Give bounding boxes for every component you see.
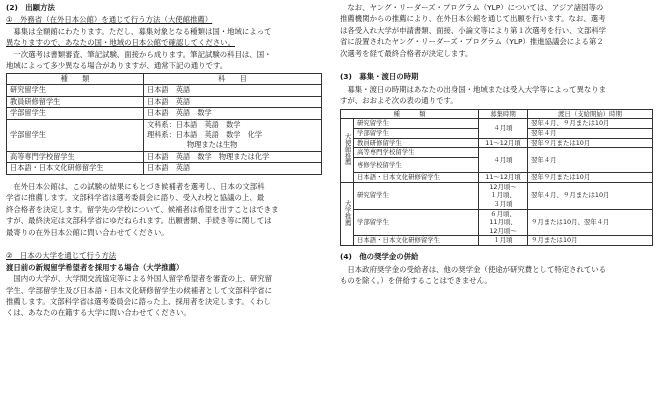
cell-kind: 専修学校留学生	[354, 157, 479, 172]
section-2-title: (2) 出願方法	[6, 3, 55, 12]
text-line: 推薦します。文部科学省は選考委員会に諮った上、採用者を決定します。くわし	[6, 296, 271, 306]
table-header-row	[7, 73, 322, 84]
cell-arrival: 翌年４月、９月または10月	[528, 182, 653, 209]
text-line: 最寄りの在外日本公館に問い合わせてください。	[6, 227, 169, 237]
section-4-title: (4) 他の奨学金の併給	[340, 252, 419, 262]
column-header-kind: 種 類	[7, 73, 144, 84]
column-header-kind: 種 類	[341, 109, 479, 119]
subjects-line: 文科系：日本語 英語 数学	[147, 119, 241, 129]
cell-arrival: ９月または10月、翌年４月	[528, 209, 653, 236]
table-row	[341, 209, 653, 236]
cell-period	[479, 209, 528, 236]
subjects-line: 物理または生物	[187, 140, 238, 150]
section-3-title: (3) 募集・渡日の時期	[340, 72, 419, 82]
cell-arrival: 翌年４月、９月または10月	[528, 119, 653, 129]
period-line: ３月頃	[493, 199, 513, 208]
text-line: 募集は全額館にわたります。ただし、募集対象となる種類は国・地域によって	[6, 26, 272, 36]
cell-arrival: ９月または10月	[528, 236, 653, 246]
paragraph-ylp	[340, 2, 653, 59]
paragraph-screening	[6, 49, 322, 72]
column-header-arrival: 渡日（支給開始）時期	[528, 109, 653, 119]
text-line: 在外日本公館は、この試験の結果にもとづき候補者を選考し、日本の文部科	[6, 181, 265, 191]
table-row	[341, 119, 653, 129]
text-line: 一次選考は書類審査、筆記試験、面接から成ります。筆記試験の科目は、国・	[6, 49, 272, 59]
cell-arrival: 翌年４月	[528, 129, 653, 139]
right-column	[340, 2, 653, 286]
table-row	[7, 108, 322, 119]
text-line: くは、あなたの在籍する大学に問い合わせてください。	[6, 308, 191, 318]
cell-period: ４月頃	[479, 148, 528, 173]
text-line: 日本政府奨学金の受給者は、他の奨学金（使途が研究費として特定されている	[340, 264, 607, 274]
text-line: 学生、学部留学生及び日本語・日本文化研修留学生の候補者として文部科学省に	[6, 285, 273, 295]
cell-arrival: 翌年４月	[528, 148, 653, 173]
table-row	[7, 96, 322, 107]
table-row	[7, 151, 322, 162]
cell-period	[479, 182, 528, 209]
table-row	[7, 163, 322, 174]
cell-period: 11～12月頃	[479, 138, 528, 148]
vertical-label: 大学推薦	[343, 199, 352, 226]
paragraph-other-scholarships	[340, 264, 653, 287]
cell-kind: 教員研修留学生	[7, 96, 144, 107]
cell-subjects: 日本語 英語 数学	[144, 108, 322, 119]
period-line: 12月頃～	[489, 226, 517, 235]
table-header-row	[341, 109, 653, 119]
table-row	[7, 119, 322, 151]
table-row	[341, 172, 653, 182]
column-header-subjects: 科 目	[144, 73, 322, 84]
text-line: すが、おおよそ次の表の通りです。	[340, 96, 458, 106]
paragraph-timing	[340, 84, 653, 107]
text-line: なお、ヤング・リーダーズ・プログラム（YLP）については、アジア諸国等の	[340, 3, 604, 12]
subjects-line: 理科系：日本語 英語 数学 化学	[147, 130, 263, 139]
text-line-underlined: 異なりますので、あなたの国・地域の日本公館で確認してください。	[6, 38, 235, 48]
cell-period: １月頃	[479, 236, 528, 246]
group-label-university	[341, 182, 354, 245]
paragraph-university	[6, 273, 322, 319]
cell-kind: 研究留学生	[354, 182, 479, 209]
period-line: １月頃、	[490, 191, 516, 200]
column-header-period: 募集時期	[479, 109, 528, 119]
paragraph-selection	[6, 181, 322, 238]
cell-kind: 高等専門学校留学生	[354, 148, 479, 158]
cell-kind: 高等専門学校留学生	[7, 151, 144, 162]
cell-subjects: 日本語 英語	[144, 163, 322, 174]
subsection-2-title: ② 日本の大学を通じて行う方法	[6, 251, 117, 261]
cell-kind: 学部留学生	[7, 119, 144, 151]
cell-arrival: 翌年９月または10月	[528, 172, 653, 182]
left-column	[6, 2, 322, 319]
cell-kind: 学部留学生	[354, 209, 479, 236]
cell-period: 11～12月頃	[479, 172, 528, 182]
cell-period: ４月頃	[479, 119, 528, 138]
cell-kind: 研究留学生	[7, 85, 144, 96]
vertical-label: 大使館推薦	[343, 133, 352, 166]
table-row	[341, 148, 653, 158]
text-line: 推薦機関からの推薦により、在外日本公館を通じて出願を行います。なお、選考	[340, 14, 606, 24]
period-line: 12月頃～	[489, 182, 517, 191]
cell-kind: 教員研修留学生	[354, 138, 479, 148]
text-line: 地域によって多少異なる場合がありますが、通常下記の通りです。	[6, 61, 228, 71]
cell-subjects: 日本語 英語 数学 物理または化学	[144, 151, 322, 162]
paragraph-recruitment	[6, 26, 322, 49]
cell-kind: 研究留学生	[354, 119, 479, 129]
cell-kind: 学部留学生	[354, 129, 479, 139]
text-line: 募集・渡日の時期はあなたの出身国・地域または受入大学等によって異なりま	[340, 84, 607, 94]
schedule-table	[340, 109, 653, 246]
cell-arrival: 翌年９月または10月	[528, 138, 653, 148]
cell-subjects: 日本語 英語	[144, 85, 322, 96]
period-line: 11月頃、	[489, 218, 517, 227]
period-line: ６月頃、	[490, 209, 516, 218]
text-line: 省に設置されたヤング・リーダーズ・プログラム（YLP）推進協議会による第２	[340, 37, 604, 47]
cell-kind: 日本語・日本文化研修留学生	[354, 236, 479, 246]
text-line: 終合格者を決定します。留学先の学校について、候補者は希望を出すことはできま	[6, 204, 279, 214]
cell-subjects: 日本語 英語	[144, 96, 322, 107]
text-line: ものを除く。）を併給することはできません。	[340, 276, 492, 286]
table-row	[341, 236, 653, 246]
text-line: 次選考を経て最終合格者が決定します。	[340, 48, 473, 58]
table-row	[341, 182, 653, 209]
text-line: 学省に推薦します。文部科学省は選考委員会に諮り、受入れ校と協議の上、最	[6, 193, 265, 203]
exam-subjects-table	[6, 73, 322, 175]
subsection-1-title: ① 外務省（在外日本公館）を通じて行う方法（大使館推薦）	[6, 15, 213, 25]
subsection-2-heading: 渡日前の新規留学希望者を採用する場合（大学推薦）	[6, 262, 184, 272]
table-row	[7, 85, 322, 96]
text-line: は各受入れ大学が申請書類、面接、小論文等により第１次選考を行い、文部科学	[340, 25, 607, 35]
cell-kind: 日本語・日本文化研修留学生	[7, 163, 144, 174]
table-row	[341, 138, 653, 148]
cell-kind: 学部留学生	[7, 108, 144, 119]
cell-kind: 日本語・日本文化研修留学生	[354, 172, 479, 182]
cell-subjects	[144, 119, 322, 151]
text-line: 国内の大学が、大学間交流協定等による外国人留学希望者を審査の上、研究留	[6, 274, 273, 284]
text-line: すが、最終決定は文部科学省にゆだねられます。出願書類、手続き等に関しては	[6, 216, 272, 226]
group-label-embassy	[341, 119, 354, 182]
